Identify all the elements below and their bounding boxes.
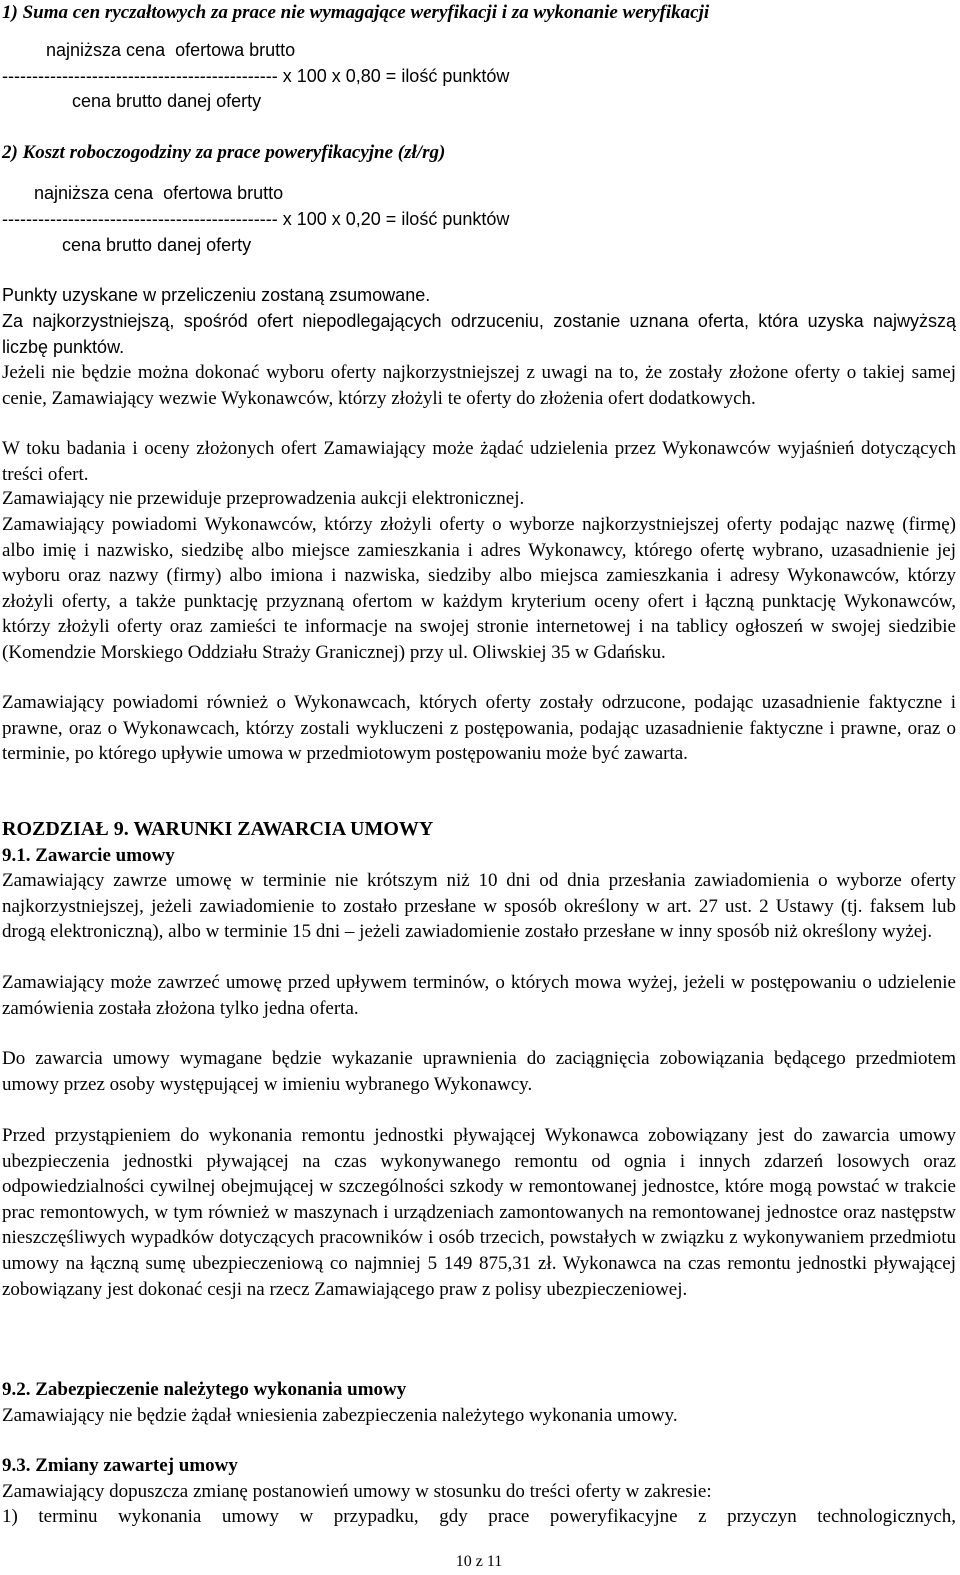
page-number: 10 z 11 bbox=[455, 1553, 503, 1570]
points-summed-paragraph: Punkty uzyskane w przeliczeniu zostaną zsumowane. bbox=[2, 285, 431, 305]
section-9-2-paragraph: Zamawiający nie będzie żądał wniesienia zabezpieczenia należytego wykonania umowy. bbox=[2, 1405, 678, 1426]
notification-paragraph: Zamawiający powiadomi Wykonawców, którzy złożyli oferty o wyborze najkorzystniejszej oferty podając nazwę (firmę) albo imię i nazwisko, siedzibę albo miejsce zamieszkania i adres Wykonawcy, którego ofertę wybrano, uzasadnienie jej wyboru oraz nazwy (firmy) albo imiona i nazwiska, siedziby albo miejsca zamieszkania i adresy Wykonawców, którzy złożyli oferty, a także punktację przyznaną ofertom w każdym kryterium oceny ofert i łączną punktację Wykonawców, którzy złożyli oferty oraz zamieści te informacje na swojej stronie internetowej i na tablicy ogłoszeń w swojej siedzibie (Komendzie Morskiego Oddziału Straży Granicznej) przy ul. Oliwskiej 35 w Gdańsku. bbox=[2, 514, 956, 663]
formula2-divider: ---------------------------------------------- x 100 x 0,20 = ilość punktów bbox=[2, 209, 510, 229]
formula2-numerator: najniższa cena ofertowa brutto bbox=[34, 183, 284, 203]
rejected-offers-paragraph: Zamawiający powiadomi również o Wykonawcach, których oferty zostały odrzucone, podając uzasadnienie faktyczne i prawne, oraz o Wykonawcach, którzy zostali wykluczeni z postępowania, podając uzasadnienie faktyczne i prawne, oraz o terminie, po którego upływie umowa w przedmiotowym postępowaniu może być zawarta. bbox=[2, 692, 956, 765]
section-9-1-paragraph-4: Przed przystąpieniem do wykonania remontu jednostki pływającej Wykonawca zobowiązany jest do zawarcia umowy ubezpieczenia jednostki pływającej na czas wykonywanego remontu od ognia i innych zdarzeń losowych oraz odpowiedzialności cywilnej obejmującej w szczególności szkody w remontowanej jednostce, które mogą powstać w trakcie prac remontowych, w tym również w maszynach i urządzeniach zamontowanych na remontowanej jednostce oraz następstw nieszczęśliwych wypadków dotyczących pracowników i osób trzecich, powstałych w związku z wykonywaniem przedmiotu umowy na łączną sumę ubezpieczeniową co najmniej 5 149 875,31 zł. Wykonawca na czas remontu jednostki pływającej zobowiązany jest dokonać cesji na rzecz Zamawiającego praw z polisy ubezpieczeniowej. bbox=[2, 1125, 956, 1300]
formula2-denominator: cena brutto danej oferty bbox=[62, 235, 252, 255]
section-9-2-title: 9.2. Zabezpieczenie należytego wykonania umowy bbox=[2, 1379, 407, 1400]
formula1-title: 1) Suma cen ryczałtowych za prace nie wymagające weryfikacji i za wykonanie weryfikacji bbox=[2, 2, 710, 23]
explanations-paragraph: W toku badania i oceny złożonych ofert Zamawiający może żądać udzielenia przez Wykonawców wyjaśnień dotyczących treści ofert. bbox=[2, 438, 956, 485]
formula1-numerator: najniższa cena ofertowa brutto bbox=[46, 40, 296, 60]
section-9-3-title: 9.3. Zmiany zawartej umowy bbox=[2, 1455, 238, 1476]
formula1-divider: ---------------------------------------------- x 100 x 0,80 = ilość punktów bbox=[2, 66, 510, 86]
chapter-title: ROZDZIAŁ 9. WARUNKI ZAWARCIA UMOWY bbox=[2, 818, 434, 840]
section-9-1-title: 9.1. Zawarcie umowy bbox=[2, 845, 175, 866]
section-9-3-paragraph-1: Zamawiający dopuszcza zmianę postanowień umowy w stosunku do treści oferty w zakresie: bbox=[2, 1481, 712, 1502]
formula1-denominator: cena brutto danej oferty bbox=[72, 91, 262, 111]
section-9-3-paragraph-2: 1) terminu wykonania umowy w przypadku, gdy prace poweryfikacyjne z przyczyn technologicznych, bbox=[2, 1506, 956, 1527]
best-offer-paragraph: Za najkorzystniejszą, spośród ofert niepodlegających odrzuceniu, zostanie uznana oferta, która uzyska najwyższą liczbę punktów. bbox=[2, 311, 956, 357]
no-auction-paragraph: Zamawiający nie przewiduje przeprowadzenia aukcji elektronicznej. bbox=[2, 488, 525, 509]
formula2-title: 2) Koszt roboczogodziny za prace poweryfikacyjne (zł/rg) bbox=[2, 142, 446, 163]
section-9-1-paragraph-2: Zamawiający może zawrzeć umowę przed upływem terminów, o których mowa wyżej, jeżeli w postępowaniu o udzielenie zamówienia została złożona tylko jedna oferta. bbox=[2, 972, 956, 1019]
section-9-1-paragraph-3: Do zawarcia umowy wymagane będzie wykazanie uprawnienia do zaciągnięcia zobowiązania będącego przedmiotem umowy przez osoby występującej w imieniu wybranego Wykonawcy. bbox=[2, 1048, 956, 1095]
equal-price-paragraph: Jeżeli nie będzie można dokonać wyboru oferty najkorzystniejszej z uwagi na to, że zostały złożone oferty o takiej samej cenie, Zamawiający wezwie Wykonawców, którzy złożyli te oferty do złożenia ofert dodatkowych. bbox=[2, 362, 956, 409]
section-9-1-paragraph-1: Zamawiający zawrze umowę w terminie nie krótszym niż 10 dni od dnia przesłania zawiadomienia o wyborze oferty najkorzystniejszej, jeżeli zawiadomienie to zostało przesłane w sposób określony w art. 27 ust. 2 Ustawy (tj. faksem lub drogą elektroniczną), albo w terminie 15 dni – jeżeli zawiadomienie zostało przesłane w inny sposób niż określony wyżej. bbox=[2, 870, 956, 943]
